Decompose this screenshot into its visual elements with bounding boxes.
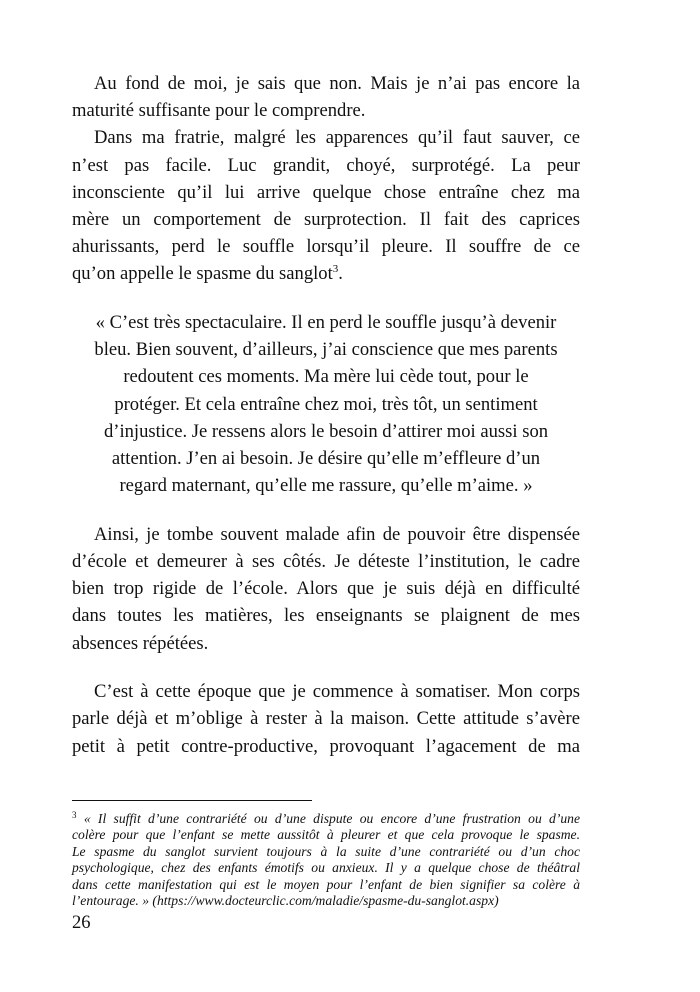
footnote-line: colère pour que l’enfant se mette aussitôt à pleurer et que cela provoque le spasme.: [72, 827, 580, 843]
footnote-line: [72, 811, 580, 827]
text-span: « Il suffit d’une contrariété ou d’une dispute ou encore d’une frustration ou d’une: [83, 811, 580, 826]
paragraph-2: [72, 124, 580, 287]
quote-line: regard maternant, qu’elle me rassure, qu’elle m’aime. »: [119, 475, 533, 497]
paragraph-5: [72, 678, 580, 760]
text-line: [72, 260, 580, 287]
text-line: dans toutes les matières, les enseignants se plaignent de mes: [72, 605, 580, 627]
footnote-line: dans cette manifestation qui est le moyen pour l’enfant de bien signifier sa colère à: [72, 876, 580, 892]
text-line: Dans ma fratrie, malgré les apparences qu’il faut sauver, ce: [94, 127, 580, 149]
quote-block: [72, 309, 580, 499]
text-line: bien trop rigide de l’école. Alors que je suis déjà en difficulté: [72, 578, 580, 600]
footnote: [72, 811, 580, 909]
footnote-divider: [72, 800, 312, 801]
text-line: n’est pas facile. Luc grandit, choyé, surprotégé. La peur: [72, 154, 580, 176]
text-span: .: [338, 263, 343, 285]
text-line: mère un comportement de surprotection. Il fait des caprices: [72, 208, 580, 230]
quote-line: protéger. Et cela entraîne chez moi, très tôt, un sentiment: [114, 393, 538, 415]
text-line: ahurissants, perd le souffle lorsqu’il pleure. Il souffre de ce: [72, 236, 580, 258]
paragraph-1: [72, 70, 580, 124]
text-line: parle déjà et m’oblige à rester à la maison. Cette attitude s’avère: [72, 708, 580, 730]
quote-line: attention. J’en ai besoin. Je désire qu’elle m’effleure d’un: [111, 447, 541, 469]
text-line: petit à petit contre-productive, provoquant l’agacement de ma: [72, 735, 580, 757]
footnote-number: 3: [72, 810, 77, 820]
text-line: Au fond de moi, je sais que non. Mais je n’ai pas encore la: [94, 73, 580, 94]
text-line: C’est à cette époque que je commence à somatiser. Mon corps: [94, 681, 580, 703]
footnote-line: Le spasme du sanglot survient toujours à la suite d’une contrariété ou d’un choc: [72, 843, 580, 859]
quote-line: d’injustice. Je ressens alors le besoin d’attirer moi aussi son: [103, 420, 549, 442]
text-line: inconsciente qu’il lui arrive quelque chose entraîne chez ma: [72, 181, 580, 203]
page-body: [72, 70, 580, 760]
quote-line: « C’est très spectaculaire. Il en perd le souffle jusqu’à devenir: [95, 312, 557, 333]
quote-line: redoutent ces moments. Ma mère lui cède tout, pour le: [123, 366, 529, 388]
footnote-line: l’entourage. » (https://www.docteurclic.com/maladie/spasme-du-sanglot.aspx): [72, 892, 499, 908]
text-line: d’école et demeurer à ses côtés. Je déteste l’institution, le cadre: [72, 551, 580, 572]
footnote-line: psychologique, chez des enfants émotifs ou anxieux. Il y a quelque chose de théâtral: [72, 860, 580, 876]
text-line: absences répétées.: [72, 632, 209, 654]
page-number: 26: [72, 912, 91, 933]
text-span: qu’on appelle le spasme du sanglot: [72, 263, 333, 285]
text-line: maturité suffisante pour le comprendre.: [72, 100, 366, 122]
paragraph-4: [72, 521, 580, 657]
text-line: Ainsi, je tombe souvent malade afin de pouvoir être dispensée: [94, 523, 580, 545]
footnote-ref[interactable]: 3: [332, 263, 339, 276]
quote-line: bleu. Bien souvent, d’ailleurs, j’ai conscience que mes parents: [94, 339, 558, 361]
